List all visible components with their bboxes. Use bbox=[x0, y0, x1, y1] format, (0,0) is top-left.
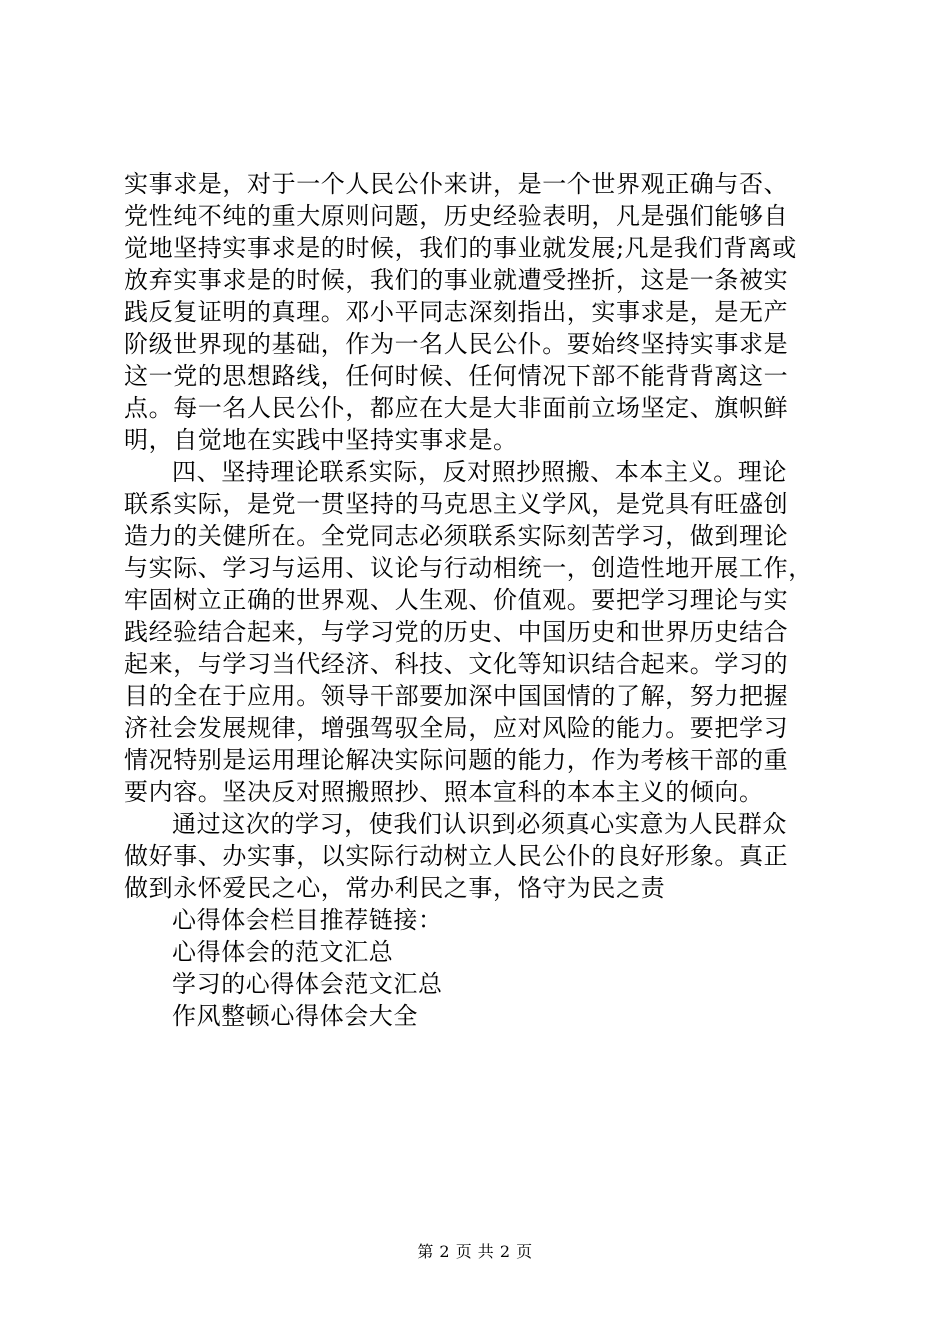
text-line: 这一党的思想路线，任何时候、任何情况下部不能背背离这一 bbox=[124, 362, 789, 390]
text-line: 点。每一名人民公仆，都应在大是大非面前立场坚定、旗帜鲜 bbox=[124, 394, 789, 422]
text-line: 造力的关健所在。全党同志必须联系实际刻苦学习，做到理论 bbox=[124, 522, 789, 550]
text-line: 学习的心得体会范文汇总 bbox=[172, 970, 443, 998]
text-line: 与实际、学习与运用、议论与行动相统一，创造性地开展工作， bbox=[124, 554, 813, 582]
text-line: 明，自觉地在实践中坚持实事求是。 bbox=[124, 426, 518, 454]
text-line: 作风整顿心得体会大全 bbox=[172, 1002, 418, 1030]
text-line: 四、坚持理论联系实际，反对照抄照搬、本本主义。理论 bbox=[172, 458, 787, 486]
text-line: 觉地坚持实事求是的时候，我们的事业就发展;凡是我们背离或 bbox=[124, 234, 797, 262]
text-line: 放弃实事求是的时候，我们的事业就遭受挫折，这是一条被实 bbox=[124, 266, 789, 294]
text-line: 践反复证明的真理。邓小平同志深刻指出，实事求是，是无产 bbox=[124, 298, 789, 326]
page-footer: 第 2 页 共 2 页 bbox=[417, 1242, 533, 1261]
text-line: 心得体会栏目推荐链接： bbox=[172, 906, 443, 934]
text-line: 做好事、办实事，以实际行动树立人民公仆的良好形象。真正 bbox=[124, 842, 789, 870]
text-line: 目的全在于应用。领导干部要加深中国国情的了解，努力把握 bbox=[124, 682, 789, 710]
document-body bbox=[124, 168, 828, 1032]
text-line: 做到永怀爱民之心，常办利民之事，恪守为民之责 bbox=[124, 874, 666, 902]
text-line: 阶级世界现的基础，作为一名人民公仆。要始终坚持实事求是 bbox=[124, 330, 789, 358]
text-line: 党性纯不纯的重大原则问题，历史经验表明，凡是强们能够自 bbox=[124, 202, 789, 230]
text-line: 联系实际，是党一贯坚持的马克思主义学风，是党具有旺盛创 bbox=[124, 490, 789, 518]
text-line: 实事求是，对于一个人民公仆来讲，是一个世界观正确与否、 bbox=[124, 170, 789, 198]
text-line: 通过这次的学习，使我们认识到必须真心实意为人民群众 bbox=[172, 810, 787, 838]
text-line: 践经验结合起来，与学习党的历史、中国历史和世界历史结合 bbox=[124, 618, 789, 646]
text-line: 牢固树立正确的世界观、人生观、价值观。要把学习理论与实 bbox=[124, 586, 789, 614]
text-line: 情况特别是运用理论解决实际问题的能力，作为考核干部的重 bbox=[124, 746, 789, 774]
text-line: 心得体会的范文汇总 bbox=[172, 938, 394, 966]
text-line: 济社会发展规律，增强驾驭全局，应对风险的能力。要把学习 bbox=[124, 714, 789, 742]
text-line: 要内容。坚决反对照搬照抄、照本宣科的本本主义的倾向。 bbox=[124, 778, 764, 806]
text-line: 起来，与学习当代经济、科技、文化等知识结合起来。学习的 bbox=[124, 650, 789, 678]
